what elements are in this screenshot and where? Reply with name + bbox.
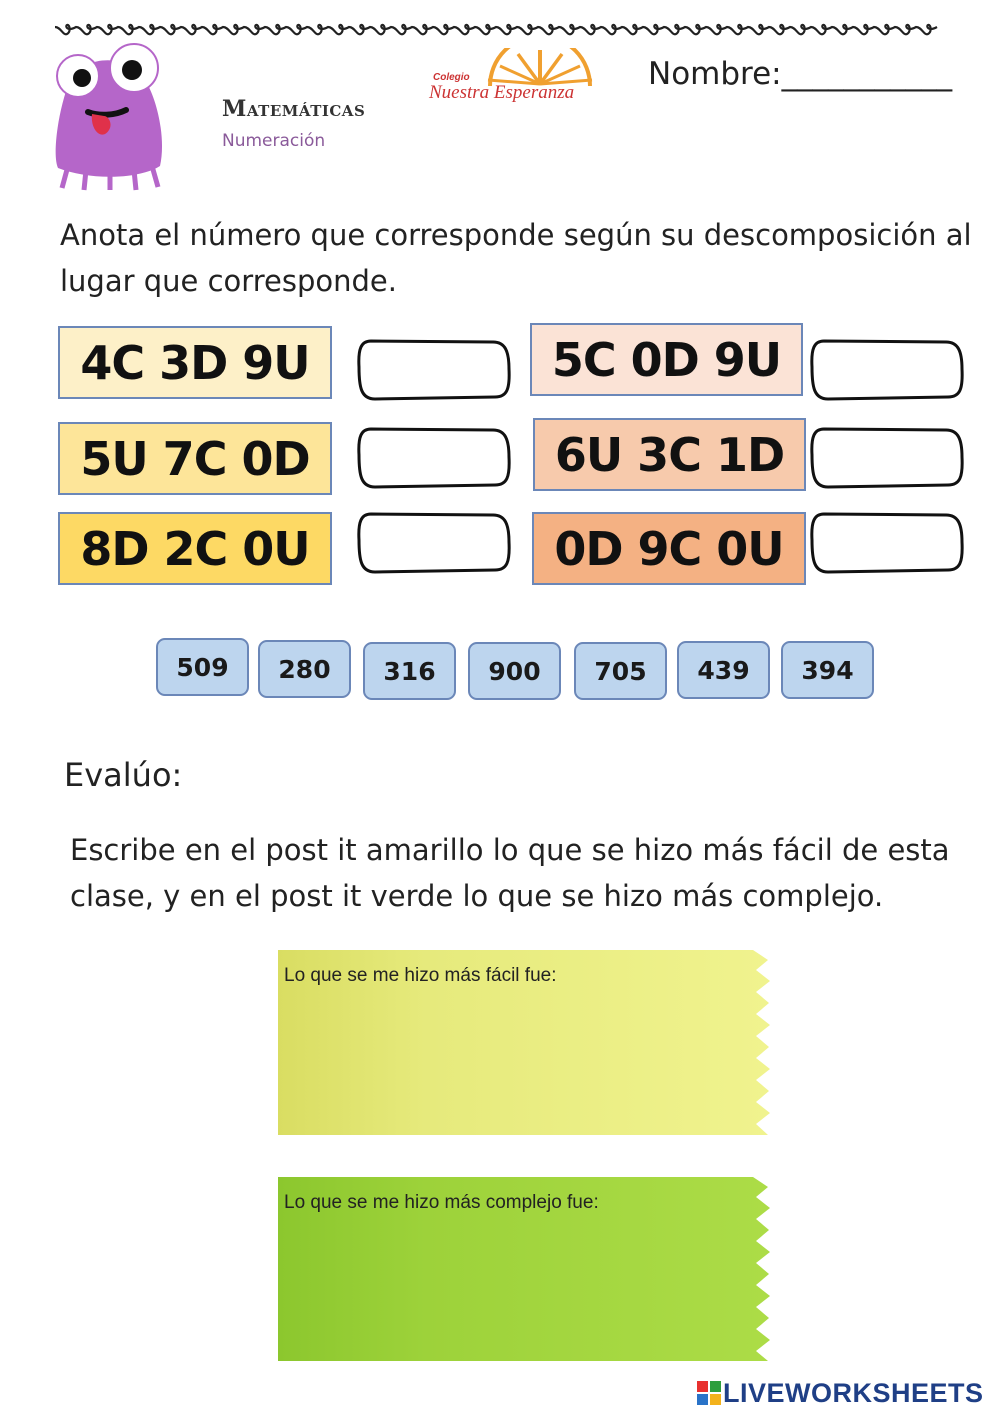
liveworksheets-logo (697, 1376, 984, 1410)
subject-title: Matemáticas (222, 96, 366, 122)
school-logo (425, 48, 605, 110)
answer-drop-box[interactable] (808, 337, 966, 403)
answer-drop-box[interactable] (355, 425, 513, 491)
evaluation-instruction: Escribe en el post it amarillo lo que se hizo más fácil de esta clase, y en el post it verde lo que se hizo más complejo. (70, 833, 950, 913)
school-logo-prefix: Colegio (433, 72, 470, 83)
answer-chip[interactable]: 316 (363, 642, 456, 700)
decomposition-card: 4C 3D 9U (58, 326, 332, 399)
evaluation-heading: Evalúo: (64, 756, 183, 794)
topic-subtitle: Numeración (222, 131, 326, 151)
decomposition-card: 8D 2C 0U (58, 512, 332, 585)
decomposition-card: 5C 0D 9U (530, 323, 803, 396)
answer-drop-box[interactable] (355, 510, 513, 576)
monster-mascot-icon (48, 40, 173, 192)
answer-chip[interactable]: 394 (781, 641, 874, 699)
decorative-border (55, 12, 945, 42)
answer-chip[interactable]: 900 (468, 642, 561, 700)
answer-chip[interactable]: 705 (574, 642, 667, 700)
activity-instruction: Anota el número que corresponde según su descomposición al lugar que corresponde. (60, 218, 972, 298)
answer-chip[interactable]: 280 (258, 640, 351, 698)
post-it-hard[interactable] (278, 1177, 773, 1361)
answer-drop-box[interactable] (355, 337, 513, 403)
post-it-hard-label: Lo que se me hizo más complejo fue: (284, 1192, 599, 1213)
name-field-label: Nombre:___________ (648, 56, 953, 92)
decomposition-card: 5U 7C 0D (58, 422, 332, 495)
decomposition-card: 6U 3C 1D (533, 418, 806, 491)
post-it-easy[interactable] (278, 950, 773, 1135)
decomposition-card: 0D 9C 0U (532, 512, 806, 585)
answer-drop-box[interactable] (808, 425, 966, 491)
school-logo-name: Nuestra Esperanza (429, 82, 575, 103)
answer-drop-box[interactable] (808, 510, 966, 576)
answer-chip[interactable]: 439 (677, 641, 770, 699)
brand-name: LIVEWORKSHEETS (723, 1377, 984, 1408)
answer-chip[interactable]: 509 (156, 638, 249, 696)
liveworksheets-grid-icon (697, 1381, 721, 1405)
post-it-easy-label: Lo que se me hizo más fácil fue: (284, 965, 557, 986)
